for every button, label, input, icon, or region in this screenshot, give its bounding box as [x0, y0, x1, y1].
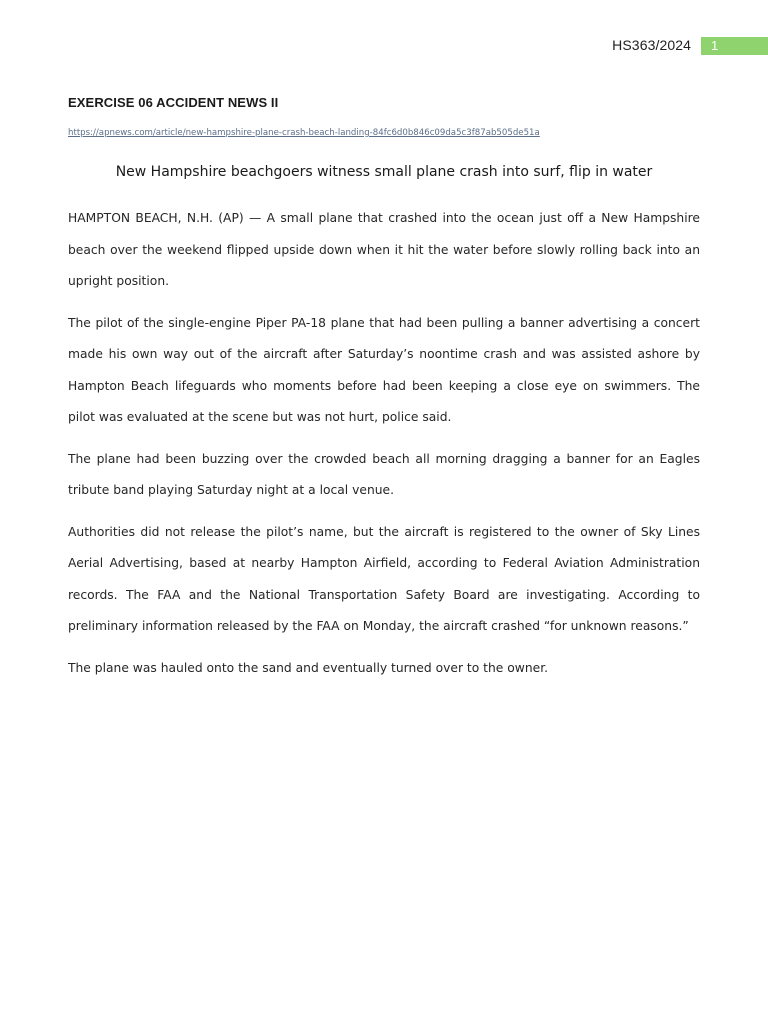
article-headline: New Hampshire beachgoers witness small plane crash into surf, flip in water	[115, 164, 653, 180]
course-code: HS363/2024	[612, 37, 691, 53]
article-paragraph: HAMPTON BEACH, N.H. (AP) — A small plane that crashed into the ocean just off a New Hampshire beach over the weekend flipped upside down when it hit the water before slowly rolling back into an upright position.	[68, 211, 700, 288]
article-paragraph: The plane was hauled onto the sand and eventually turned over to the owner.	[68, 660, 549, 675]
article-paragraph: Authorities did not release the pilot’s name, but the aircraft is registered to the owner of Sky Lines Aerial Advertising, based at nearby Hampton Airfield, according to Federal Aviation Administration records. The FAA and the National Transportation Safety Board are investigating. According to preliminary information released by the FAA on Monday, the aircraft crashed “for unknown reasons.”	[68, 524, 700, 633]
article-paragraph: The pilot of the single-engine Piper PA-18 plane that had been pulling a banner advertising a concert made his own way out of the aircraft after Saturday’s noontime crash and was assisted ashore by Hampton Beach lifeguards who moments before had been keeping a close eye on swimmers. The pilot was evaluated at the scene but was not hurt, police said.	[68, 315, 700, 424]
article-paragraph: The plane had been buzzing over the crowded beach all morning dragging a banner for an Eagles tribute band playing Saturday night at a local venue.	[68, 451, 700, 497]
article-body	[68, 203, 700, 694]
exercise-title: EXERCISE 06 ACCIDENT NEWS II	[68, 95, 279, 110]
page-number-badge: 1	[701, 37, 768, 55]
source-link[interactable]: https://apnews.com/article/new-hampshire-plane-crash-beach-landing-84fc6d0b846c09da5c3f87ab505de51a	[68, 128, 540, 138]
